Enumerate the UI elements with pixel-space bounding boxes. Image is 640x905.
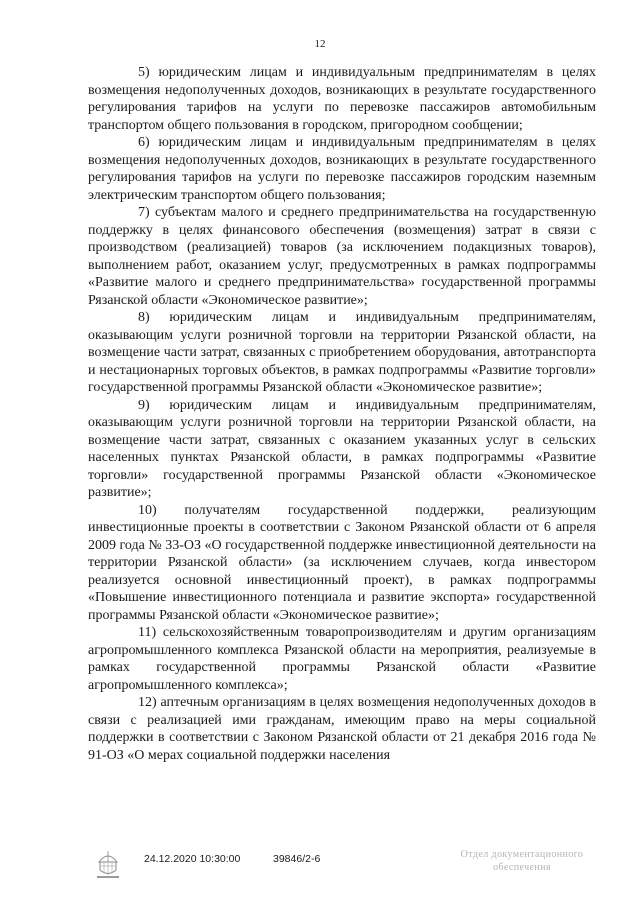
paragraph-item-5: 5) юридическим лицам и индивидуальным предпринимателям в целях возмещения недополученных доходов, возникающих в результате государственного регулирования тарифов на услуги по перевозке пассажиров автомобильным транспортом общего пользования в городском, пригородном сообщении; bbox=[88, 65, 596, 133]
paragraph-item-6: 6) юридическим лицам и индивидуальным предпринимателям в целях возмещения недополученных доходов, возникающих в результате государственного регулирования тарифов на услуги по перевозке пассажиров городским наземным электрическим транспортом общего пользования; bbox=[88, 135, 596, 203]
paragraph-item-11: 11) сельскохозяйственным товаропроизводителям и другим организациям агропромышленного комплекса Рязанской области на мероприятия, реализуемые в рамках государственной программы Рязанской области «Развитие агропромышленного комплекса»; bbox=[88, 625, 596, 693]
page-footer bbox=[0, 848, 640, 898]
paragraph-item-8: 8) юридическим лицам и индивидуальным предпринимателям, оказывающим услуги розничной торговли на территории Рязанской области, на возмещение части затрат, связанных с приобретением оборудования, автотранспорта и нестационарных торговых объектов, в рамках подпрограммы «Развитие торговли» государственной программы Рязанской области «Экономическое развитие»; bbox=[88, 310, 596, 395]
footer-document-number: 39846/2-6 bbox=[273, 853, 321, 865]
paragraph-item-9: 9) юридическим лицам и индивидуальным предпринимателям, оказывающим услуги розничной торговли на территории Рязанской области, на возмещение части затрат, связанных с оказанием указанных услуг в сельских населенных пунктах Рязанской области, в рамках подпрограммы «Развитие торговли» государственной программы Рязанской области «Экономическое развитие»; bbox=[88, 397, 596, 500]
stamp-line-2: обеспечения bbox=[493, 862, 551, 873]
footer-timestamp: 24.12.2020 10:30:00 bbox=[144, 853, 241, 865]
department-stamp bbox=[447, 848, 597, 874]
paragraph-item-7: 7) субъектам малого и среднего предпринимательства на государственную поддержку в целях финансового обеспечения (возмещения) затрат в связи с производством (реализацией) товаров (за исключением подакцизных товаров), выполнением работ, оказанием услуг, предусмотренных в рамках подпрограммы «Развитие малого и среднего предпринимательства» государственной программы Рязанской области «Экономическое развитие»; bbox=[88, 205, 596, 308]
paragraph-item-12: 12) аптечным организациям в целях возмещения недополученных доходов в связи с реализацией ими гражданам, имеющим право на меры социальной поддержки в соответствии с Законом Рязанской области от 21 декабря 2016 года № 91-ОЗ «О мерах социальной поддержки населения bbox=[88, 695, 596, 763]
document-body bbox=[88, 64, 596, 764]
stamp-line-1: Отдел документационного bbox=[460, 849, 584, 860]
paragraph-item-10: 10) получателям государственной поддержки, реализующим инвестиционные проекты в соответствии с Законом Рязанской области от 6 апреля 2009 года № 33-ОЗ «О государственной поддержке инвестиционной деятельности на территории Рязанской области» (за исключением случаев, когда инвестором реализуется основной инвестиционный проект), в рамках подпрограммы «Повышение инвестиционного потенциала и развитие экспорта» государственной программы Рязанской области «Экономическое развитие»; bbox=[88, 502, 596, 623]
page-number: 12 bbox=[314, 38, 326, 50]
coat-of-arms-icon bbox=[95, 848, 121, 880]
